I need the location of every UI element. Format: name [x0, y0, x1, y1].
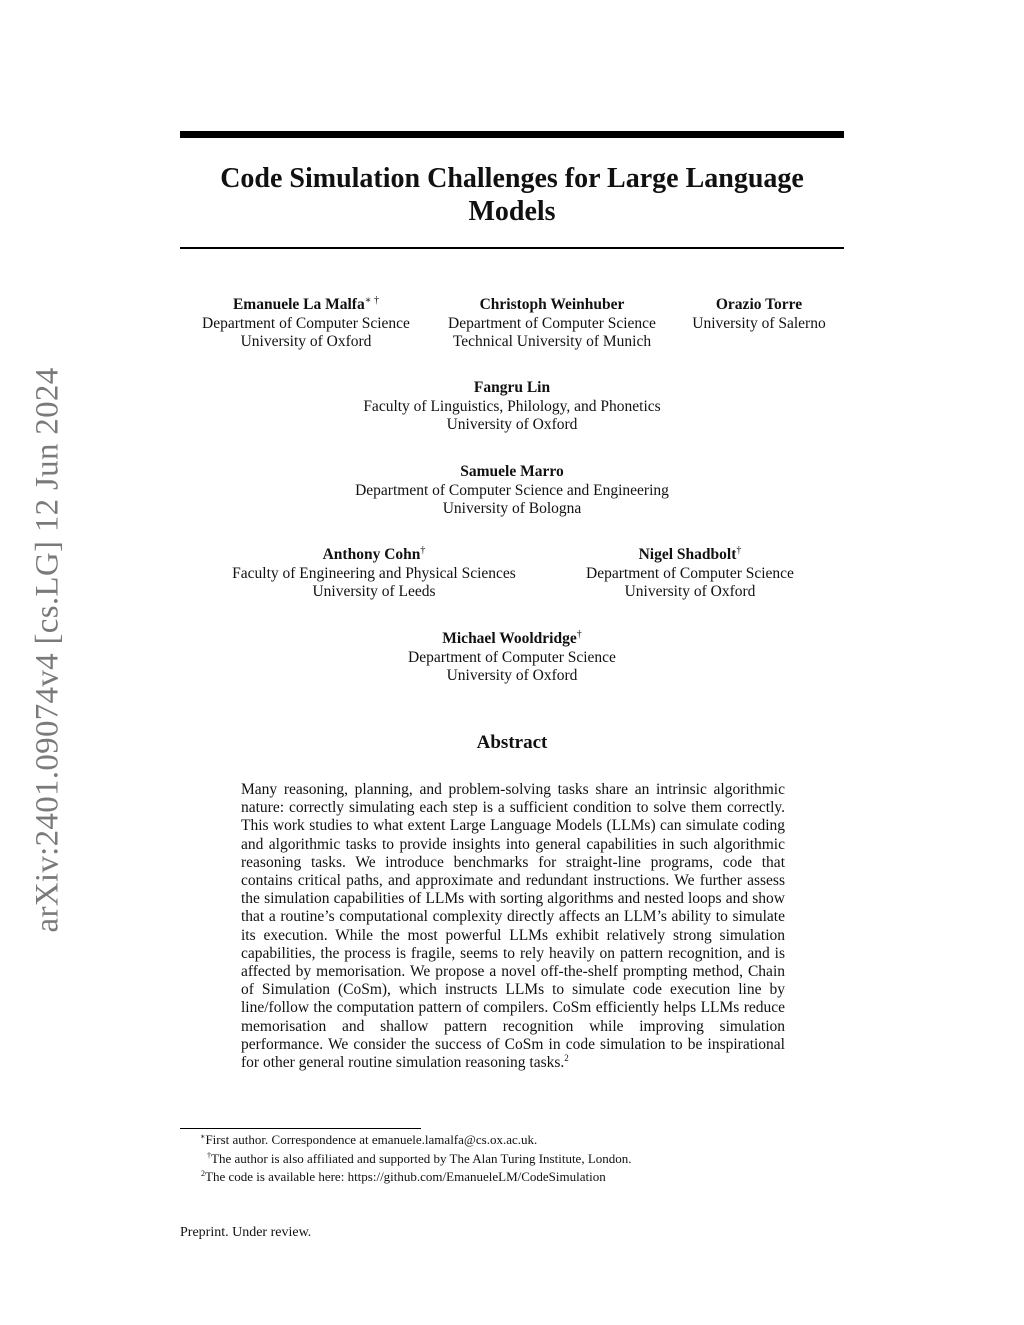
arxiv-identifier: arXiv:2401.09074v4 [cs.LG] 12 Jun 2024: [29, 367, 66, 933]
author-block: [262, 463, 762, 519]
author-institution: University of Leeds: [312, 583, 436, 600]
footnote-mark: 2: [201, 1169, 205, 1178]
author-institution: University of Bologna: [442, 500, 582, 517]
footnote-rule: [180, 1128, 421, 1129]
footnote-mark: ∗: [200, 1132, 206, 1141]
author-department: Department of Computer Science: [202, 314, 410, 332]
author-department: University of Salerno: [692, 314, 826, 332]
footnote-text: First author. Correspondence at emanuele.lamalfa@cs.ox.ac.uk.: [205, 1132, 538, 1147]
author-block: [680, 296, 838, 333]
author-marks: ∗ †: [364, 295, 380, 306]
footnote-mark: †: [207, 1151, 211, 1160]
author-marks: †: [736, 545, 742, 556]
author-name: Nigel Shadbolt: [638, 546, 737, 563]
author-name: Michael Wooldridge: [442, 630, 577, 647]
title-top-rule: [180, 131, 844, 138]
author-department: Department of Computer Science: [408, 648, 616, 666]
author-name: Fangru Lin: [473, 379, 551, 396]
author-name: Anthony Cohn: [322, 546, 421, 563]
author-institution: University of Oxford: [446, 416, 578, 433]
author-block: [312, 630, 712, 686]
author-department: Department of Computer Science: [448, 314, 656, 332]
author-institution: University of Oxford: [240, 333, 372, 350]
preprint-note: Preprint. Under review.: [180, 1225, 312, 1240]
author-block: [204, 546, 544, 602]
footnote: [201, 1169, 606, 1184]
author-department: Faculty of Engineering and Physical Sciences: [232, 564, 516, 582]
abstract-body-text: Many reasoning, planning, and problem-solving tasks share an intrinsic algorithmic nature: correctly simulating each step is a sufficient condition to solve them correctly. This work studies to what extent Large Language Models (LLMs) can simulate coding and algorithmic tasks to provide insights into general capabilities in such algorithmic reasoning tasks. We introduce benchmarks for straight-line programs, code that contains critical paths, and approximate and redundant instructions. We further assess the simulation capabilities of LLMs with sorting algorithms and nested loops and show that a routine’s computational complexity directly affects an LLM’s ability to simulate its execution. While the most powerful LLMs exhibit relatively strong simulation capabilities, the process is fragile, seems to rely heavily on pattern recognition, and is affected by memorisation. We propose a novel off-the-shelf prompting method, Chain of Simulation (CoSm), which instructs LLMs to simulate code execution line by line/follow the computation pattern of compilers. CoSm efficiently helps LLMs reduce memorisation and shallow pattern recognition while improving simulation performance. We consider the success of CoSm in code simulation to be inspirational for other general routine simulation reasoning tasks.: [241, 781, 785, 1072]
author-name: Samuele Marro: [460, 463, 564, 480]
author-name: Orazio Torre: [715, 296, 803, 313]
author-block: [560, 546, 820, 602]
author-department: Faculty of Linguistics, Philology, and Phonetics: [363, 397, 661, 415]
author-name: Christoph Weinhuber: [479, 296, 625, 313]
abstract-heading: Abstract: [476, 732, 548, 753]
footnote-ref: 2: [564, 1053, 569, 1064]
author-block: [186, 296, 426, 352]
footnote: [200, 1132, 537, 1147]
author-institution: University of Oxford: [624, 583, 756, 600]
author-block: [432, 296, 672, 352]
author-marks: †: [420, 545, 426, 556]
author-department: Department of Computer Science and Engineering: [355, 481, 669, 499]
abstract-text: [241, 781, 785, 1072]
author-department: Department of Computer Science: [586, 564, 794, 582]
author-institution: Technical University of Munich: [452, 333, 652, 350]
footnote-text: The code is available here: https://github.com/EmanueleLM/CodeSimulation: [205, 1169, 606, 1184]
footnote-text: The author is also affiliated and supported by The Alan Turing Institute, London.: [211, 1151, 632, 1166]
footnote: [207, 1151, 632, 1166]
title-bottom-rule: [180, 247, 844, 249]
author-name: Emanuele La Malfa: [232, 296, 365, 313]
paper-title: Code Simulation Challenges for Large Language Models: [220, 163, 804, 227]
author-institution: University of Oxford: [446, 667, 578, 684]
author-marks: †: [576, 629, 582, 640]
author-block: [262, 379, 762, 435]
